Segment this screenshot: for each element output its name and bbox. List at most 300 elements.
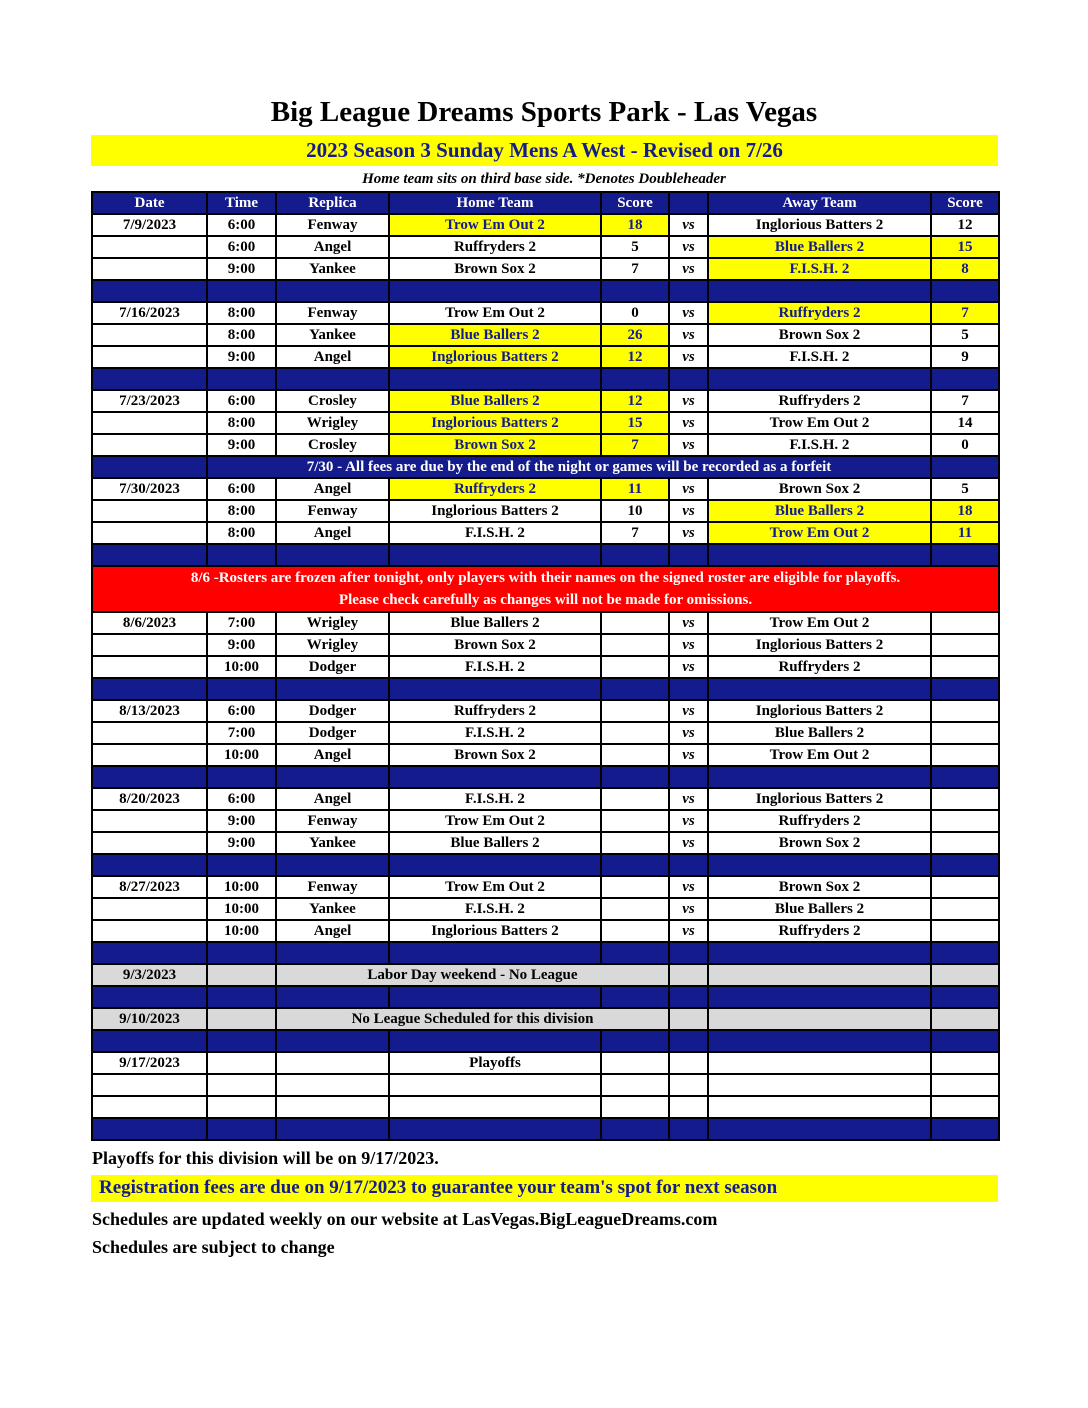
vs-label: vs <box>669 236 708 258</box>
info-time-cell <box>207 1008 276 1030</box>
separator-cell <box>669 986 708 1008</box>
home-team-cell: Ruffryders 2 <box>389 236 601 258</box>
game-row <box>92 324 999 346</box>
date-cell <box>92 412 207 434</box>
home-team-cell: Trow Em Out 2 <box>389 810 601 832</box>
vs-label: vs <box>669 700 708 722</box>
separator-cell <box>207 1030 276 1052</box>
home-score-cell <box>601 920 669 942</box>
home-team-cell: Blue Ballers 2 <box>389 390 601 412</box>
time-cell: 6:00 <box>207 478 276 500</box>
separator-cell <box>276 368 389 390</box>
alert-row <box>92 566 999 612</box>
away-score-cell <box>931 920 999 942</box>
separator-row <box>92 854 999 876</box>
replica-cell: Dodger <box>276 656 389 678</box>
date-cell: 8/13/2023 <box>92 700 207 722</box>
separator-cell <box>931 854 999 876</box>
date-cell <box>92 920 207 942</box>
replica-cell: Dodger <box>276 722 389 744</box>
game-row <box>92 236 999 258</box>
away-team-cell: Blue Ballers 2 <box>708 722 931 744</box>
date-cell: 7/30/2023 <box>92 478 207 500</box>
vs-label: vs <box>669 390 708 412</box>
game-row <box>92 500 999 522</box>
separator-cell <box>931 544 999 566</box>
separator-cell <box>708 854 931 876</box>
home-score-cell <box>601 788 669 810</box>
separator-cell <box>207 280 276 302</box>
separator-cell <box>276 1118 389 1140</box>
replica-cell: Angel <box>276 236 389 258</box>
date-cell: 7/16/2023 <box>92 302 207 324</box>
away-team-cell: Ruffryders 2 <box>708 390 931 412</box>
home-score-cell <box>601 722 669 744</box>
separator-cell <box>92 368 207 390</box>
separator-cell <box>92 854 207 876</box>
replica-cell: Fenway <box>276 214 389 236</box>
empty-cell <box>207 1074 276 1096</box>
separator-cell <box>708 986 931 1008</box>
home-team-note: Home team sits on third base side. *Denotes Doubleheader <box>362 171 726 187</box>
away-score-cell: 18 <box>931 500 999 522</box>
vs-label: vs <box>669 920 708 942</box>
time-cell: 8:00 <box>207 412 276 434</box>
replica-cell: Fenway <box>276 302 389 324</box>
empty-cell <box>92 1096 207 1118</box>
page-title: Big League Dreams Sports Park - Las Vegas <box>270 96 818 128</box>
date-cell <box>92 810 207 832</box>
separator-cell <box>708 678 931 700</box>
time-cell: 7:00 <box>207 722 276 744</box>
date-cell <box>92 500 207 522</box>
away-score-cell: 9 <box>931 346 999 368</box>
replica-cell: Yankee <box>276 258 389 280</box>
empty-cell <box>276 1074 389 1096</box>
away-score-cell <box>931 810 999 832</box>
game-row <box>92 522 999 544</box>
replica-cell: Fenway <box>276 500 389 522</box>
vs-label: vs <box>669 656 708 678</box>
footer-website-note: Schedules are updated weekly on our website at LasVegas.BigLeagueDreams.com <box>92 1209 718 1229</box>
time-cell: 8:00 <box>207 522 276 544</box>
separator-cell <box>389 854 601 876</box>
home-team-cell: F.I.S.H. 2 <box>389 788 601 810</box>
separator-cell <box>276 678 389 700</box>
home-team-cell: Blue Ballers 2 <box>389 832 601 854</box>
away-team-cell: Ruffryders 2 <box>708 810 931 832</box>
separator-cell <box>669 678 708 700</box>
separator-cell <box>389 368 601 390</box>
info-row <box>92 964 999 986</box>
notice-row <box>92 456 999 478</box>
alert-banner <box>92 566 999 612</box>
separator-cell <box>669 854 708 876</box>
separator-cell <box>669 1030 708 1052</box>
time-cell: 8:00 <box>207 324 276 346</box>
away-score-cell <box>931 898 999 920</box>
replica-cell: Angel <box>276 920 389 942</box>
game-row <box>92 214 999 236</box>
separator-cell <box>601 986 669 1008</box>
game-row <box>92 478 999 500</box>
info-vs-cell <box>669 964 708 986</box>
empty-cell <box>92 1074 207 1096</box>
home-score-cell <box>601 832 669 854</box>
replica-cell <box>276 1052 389 1074</box>
home-score-cell: 26 <box>601 324 669 346</box>
column-header: Score <box>931 192 999 214</box>
away-team-cell: Brown Sox 2 <box>708 324 931 346</box>
separator-cell <box>207 942 276 964</box>
empty-cell <box>389 1096 601 1118</box>
vs-label: vs <box>669 810 708 832</box>
separator-cell <box>931 280 999 302</box>
game-row <box>92 302 999 324</box>
home-team-cell: Trow Em Out 2 <box>389 214 601 236</box>
game-row <box>92 258 999 280</box>
empty-cell <box>601 1096 669 1118</box>
season-banner: 2023 Season 3 Sunday Mens A West - Revised on 7/26 <box>91 135 998 166</box>
notice-text: 7/30 - All fees are due by the end of the night or games will be recorded as a forfeit <box>207 456 931 478</box>
separator-cell <box>92 280 207 302</box>
away-score-cell: 12 <box>931 214 999 236</box>
separator-cell <box>931 368 999 390</box>
separator-cell <box>708 1030 931 1052</box>
separator-cell <box>389 766 601 788</box>
date-cell <box>92 832 207 854</box>
away-score-cell <box>931 788 999 810</box>
info-vs-cell <box>669 1008 708 1030</box>
date-cell <box>92 324 207 346</box>
separator-cell <box>207 368 276 390</box>
separator-cell <box>931 1118 999 1140</box>
replica-cell: Crosley <box>276 434 389 456</box>
away-team-cell: Blue Ballers 2 <box>708 898 931 920</box>
date-cell: 7/23/2023 <box>92 390 207 412</box>
home-score-cell: 7 <box>601 258 669 280</box>
game-row <box>92 390 999 412</box>
vs-label: vs <box>669 302 708 324</box>
separator-cell <box>389 280 601 302</box>
column-header: Replica <box>276 192 389 214</box>
home-team-cell: Inglorious Batters 2 <box>389 346 601 368</box>
home-score-cell <box>601 700 669 722</box>
home-team-cell: Ruffryders 2 <box>389 700 601 722</box>
game-row <box>92 656 999 678</box>
replica-cell: Wrigley <box>276 612 389 634</box>
separator-row <box>92 280 999 302</box>
separator-cell <box>708 942 931 964</box>
away-score-cell <box>931 744 999 766</box>
away-team-cell: Inglorious Batters 2 <box>708 214 931 236</box>
date-cell <box>92 898 207 920</box>
vs-label: vs <box>669 788 708 810</box>
separator-row <box>92 678 999 700</box>
empty-cell <box>276 1096 389 1118</box>
separator-cell <box>601 766 669 788</box>
away-score-cell: 0 <box>931 434 999 456</box>
separator-cell <box>276 544 389 566</box>
separator-cell <box>601 368 669 390</box>
notice-end-cell <box>931 456 999 478</box>
game-row <box>92 634 999 656</box>
away-team-cell: Ruffryders 2 <box>708 920 931 942</box>
game-row <box>92 810 999 832</box>
time-cell: 9:00 <box>207 832 276 854</box>
empty-cell <box>708 1096 931 1118</box>
separator-cell <box>601 1030 669 1052</box>
date-cell <box>92 258 207 280</box>
separator-cell <box>601 1118 669 1140</box>
home-team-cell: Ruffryders 2 <box>389 478 601 500</box>
date-cell <box>92 522 207 544</box>
vs-label: vs <box>669 522 708 544</box>
home-score-cell: 12 <box>601 390 669 412</box>
date-cell <box>92 236 207 258</box>
column-header: Time <box>207 192 276 214</box>
home-score-cell <box>601 1052 669 1074</box>
away-team-cell: Inglorious Batters 2 <box>708 788 931 810</box>
replica-cell: Yankee <box>276 832 389 854</box>
game-row <box>92 876 999 898</box>
date-cell: 8/20/2023 <box>92 788 207 810</box>
empty-cell <box>931 1096 999 1118</box>
game-row <box>92 612 999 634</box>
separator-cell <box>92 544 207 566</box>
date-cell <box>92 634 207 656</box>
replica-cell: Dodger <box>276 700 389 722</box>
separator-cell <box>708 280 931 302</box>
home-score-cell: 15 <box>601 412 669 434</box>
away-team-cell: Trow Em Out 2 <box>708 744 931 766</box>
game-row <box>92 744 999 766</box>
time-cell: 6:00 <box>207 214 276 236</box>
vs-label: vs <box>669 634 708 656</box>
time-cell: 6:00 <box>207 788 276 810</box>
home-score-cell <box>601 810 669 832</box>
replica-cell: Angel <box>276 478 389 500</box>
vs-label: vs <box>669 722 708 744</box>
column-header: Away Team <box>708 192 931 214</box>
vs-label: vs <box>669 478 708 500</box>
separator-cell <box>276 1030 389 1052</box>
time-cell: 9:00 <box>207 346 276 368</box>
separator-cell <box>92 986 207 1008</box>
vs-label: vs <box>669 832 708 854</box>
separator-cell <box>669 766 708 788</box>
time-cell: 8:00 <box>207 500 276 522</box>
date-cell <box>92 656 207 678</box>
game-row <box>92 434 999 456</box>
home-team-cell: F.I.S.H. 2 <box>389 898 601 920</box>
away-score-cell: 8 <box>931 258 999 280</box>
home-score-cell <box>601 612 669 634</box>
vs-label: vs <box>669 324 708 346</box>
separator-row <box>92 766 999 788</box>
info-row <box>92 1008 999 1030</box>
time-cell: 10:00 <box>207 876 276 898</box>
separator-cell <box>207 854 276 876</box>
info-away-cell <box>708 964 931 986</box>
separator-cell <box>389 678 601 700</box>
separator-cell <box>276 766 389 788</box>
away-team-cell: Blue Ballers 2 <box>708 236 931 258</box>
separator-cell <box>931 766 999 788</box>
away-score-cell <box>931 612 999 634</box>
home-score-cell: 18 <box>601 214 669 236</box>
away-score-cell <box>931 634 999 656</box>
info-date-cell: 9/3/2023 <box>92 964 207 986</box>
footer-playoffs-note: Playoffs for this division will be on 9/17/2023. <box>92 1148 439 1168</box>
header-row <box>92 192 999 214</box>
away-score-cell: 7 <box>931 302 999 324</box>
column-header <box>669 192 708 214</box>
away-team-cell: Blue Ballers 2 <box>708 500 931 522</box>
replica-cell: Fenway <box>276 876 389 898</box>
replica-cell: Crosley <box>276 390 389 412</box>
home-score-cell <box>601 656 669 678</box>
replica-cell: Yankee <box>276 324 389 346</box>
home-score-cell: 10 <box>601 500 669 522</box>
info-away-cell <box>708 1008 931 1030</box>
separator-row <box>92 1030 999 1052</box>
empty-row <box>92 1096 999 1118</box>
home-score-cell <box>601 744 669 766</box>
home-team-cell: Inglorious Batters 2 <box>389 920 601 942</box>
away-score-cell: 5 <box>931 324 999 346</box>
separator-cell <box>669 1118 708 1140</box>
info-text: No League Scheduled for this division <box>276 1008 669 1030</box>
date-cell: 8/27/2023 <box>92 876 207 898</box>
info-text: Labor Day weekend - No League <box>276 964 669 986</box>
away-team-cell <box>708 1052 931 1074</box>
separator-cell <box>389 986 601 1008</box>
time-cell: 10:00 <box>207 656 276 678</box>
home-team-cell: F.I.S.H. 2 <box>389 722 601 744</box>
game-row <box>92 898 999 920</box>
away-score-cell <box>931 656 999 678</box>
away-team-cell: Brown Sox 2 <box>708 832 931 854</box>
replica-cell: Angel <box>276 788 389 810</box>
info-date-cell: 9/10/2023 <box>92 1008 207 1030</box>
empty-cell <box>669 1074 708 1096</box>
replica-cell: Angel <box>276 744 389 766</box>
schedule-table-body <box>92 192 999 1140</box>
home-score-cell: 12 <box>601 346 669 368</box>
away-score-cell <box>931 1052 999 1074</box>
time-cell <box>207 1052 276 1074</box>
home-score-cell: 5 <box>601 236 669 258</box>
home-team-cell: Brown Sox 2 <box>389 744 601 766</box>
away-team-cell: Brown Sox 2 <box>708 478 931 500</box>
info-time-cell <box>207 964 276 986</box>
separator-cell <box>931 942 999 964</box>
separator-cell <box>601 280 669 302</box>
game-row <box>92 412 999 434</box>
home-team-cell: F.I.S.H. 2 <box>389 522 601 544</box>
alert-line: 8/6 -Rosters are frozen after tonight, only players with their names on the signed roster are eligible for playoffs. <box>190 570 901 586</box>
notice-date-cell <box>92 456 207 478</box>
home-team-cell: Blue Ballers 2 <box>389 324 601 346</box>
separator-cell <box>207 986 276 1008</box>
away-team-cell: Ruffryders 2 <box>708 656 931 678</box>
vs-label: vs <box>669 744 708 766</box>
separator-row <box>92 368 999 390</box>
away-score-cell: 5 <box>931 478 999 500</box>
replica-cell: Wrigley <box>276 634 389 656</box>
separator-cell <box>276 854 389 876</box>
away-score-cell: 7 <box>931 390 999 412</box>
replica-cell: Yankee <box>276 898 389 920</box>
separator-cell <box>389 1118 601 1140</box>
away-team-cell: Trow Em Out 2 <box>708 412 931 434</box>
away-score-cell <box>931 700 999 722</box>
home-team-cell: Trow Em Out 2 <box>389 302 601 324</box>
separator-cell <box>669 942 708 964</box>
time-cell: 8:00 <box>207 302 276 324</box>
game-row <box>92 700 999 722</box>
date-cell <box>92 744 207 766</box>
home-team-cell: Inglorious Batters 2 <box>389 500 601 522</box>
vs-label: vs <box>669 500 708 522</box>
empty-row <box>92 1074 999 1096</box>
separator-cell <box>601 678 669 700</box>
separator-cell <box>708 1118 931 1140</box>
away-score-cell: 15 <box>931 236 999 258</box>
game-row <box>92 788 999 810</box>
game-row <box>92 722 999 744</box>
replica-cell: Angel <box>276 346 389 368</box>
info-score-cell <box>931 1008 999 1030</box>
home-team-cell: Brown Sox 2 <box>389 634 601 656</box>
vs-label: vs <box>669 346 708 368</box>
time-cell: 9:00 <box>207 634 276 656</box>
home-team-cell: Trow Em Out 2 <box>389 876 601 898</box>
separator-cell <box>207 766 276 788</box>
away-team-cell: Ruffryders 2 <box>708 302 931 324</box>
vs-label: vs <box>669 434 708 456</box>
separator-cell <box>708 544 931 566</box>
home-score-cell: 11 <box>601 478 669 500</box>
separator-row <box>92 986 999 1008</box>
separator-cell <box>207 678 276 700</box>
separator-cell <box>389 544 601 566</box>
separator-cell <box>276 280 389 302</box>
vs-cell <box>669 1052 708 1074</box>
time-cell: 7:00 <box>207 612 276 634</box>
time-cell: 10:00 <box>207 898 276 920</box>
separator-cell <box>708 766 931 788</box>
time-cell: 9:00 <box>207 434 276 456</box>
home-score-cell: 7 <box>601 434 669 456</box>
separator-cell <box>669 368 708 390</box>
separator-row <box>92 544 999 566</box>
separator-cell <box>92 678 207 700</box>
time-cell: 10:00 <box>207 920 276 942</box>
column-header: Score <box>601 192 669 214</box>
footer-registration-note: Registration fees are due on 9/17/2023 to guarantee your team's spot for next season <box>91 1175 998 1202</box>
away-team-cell: Trow Em Out 2 <box>708 522 931 544</box>
date-cell <box>92 434 207 456</box>
home-score-cell <box>601 876 669 898</box>
separator-row <box>92 942 999 964</box>
away-score-cell <box>931 876 999 898</box>
home-team-cell: Inglorious Batters 2 <box>389 412 601 434</box>
separator-cell <box>931 678 999 700</box>
replica-cell: Fenway <box>276 810 389 832</box>
empty-cell <box>669 1096 708 1118</box>
